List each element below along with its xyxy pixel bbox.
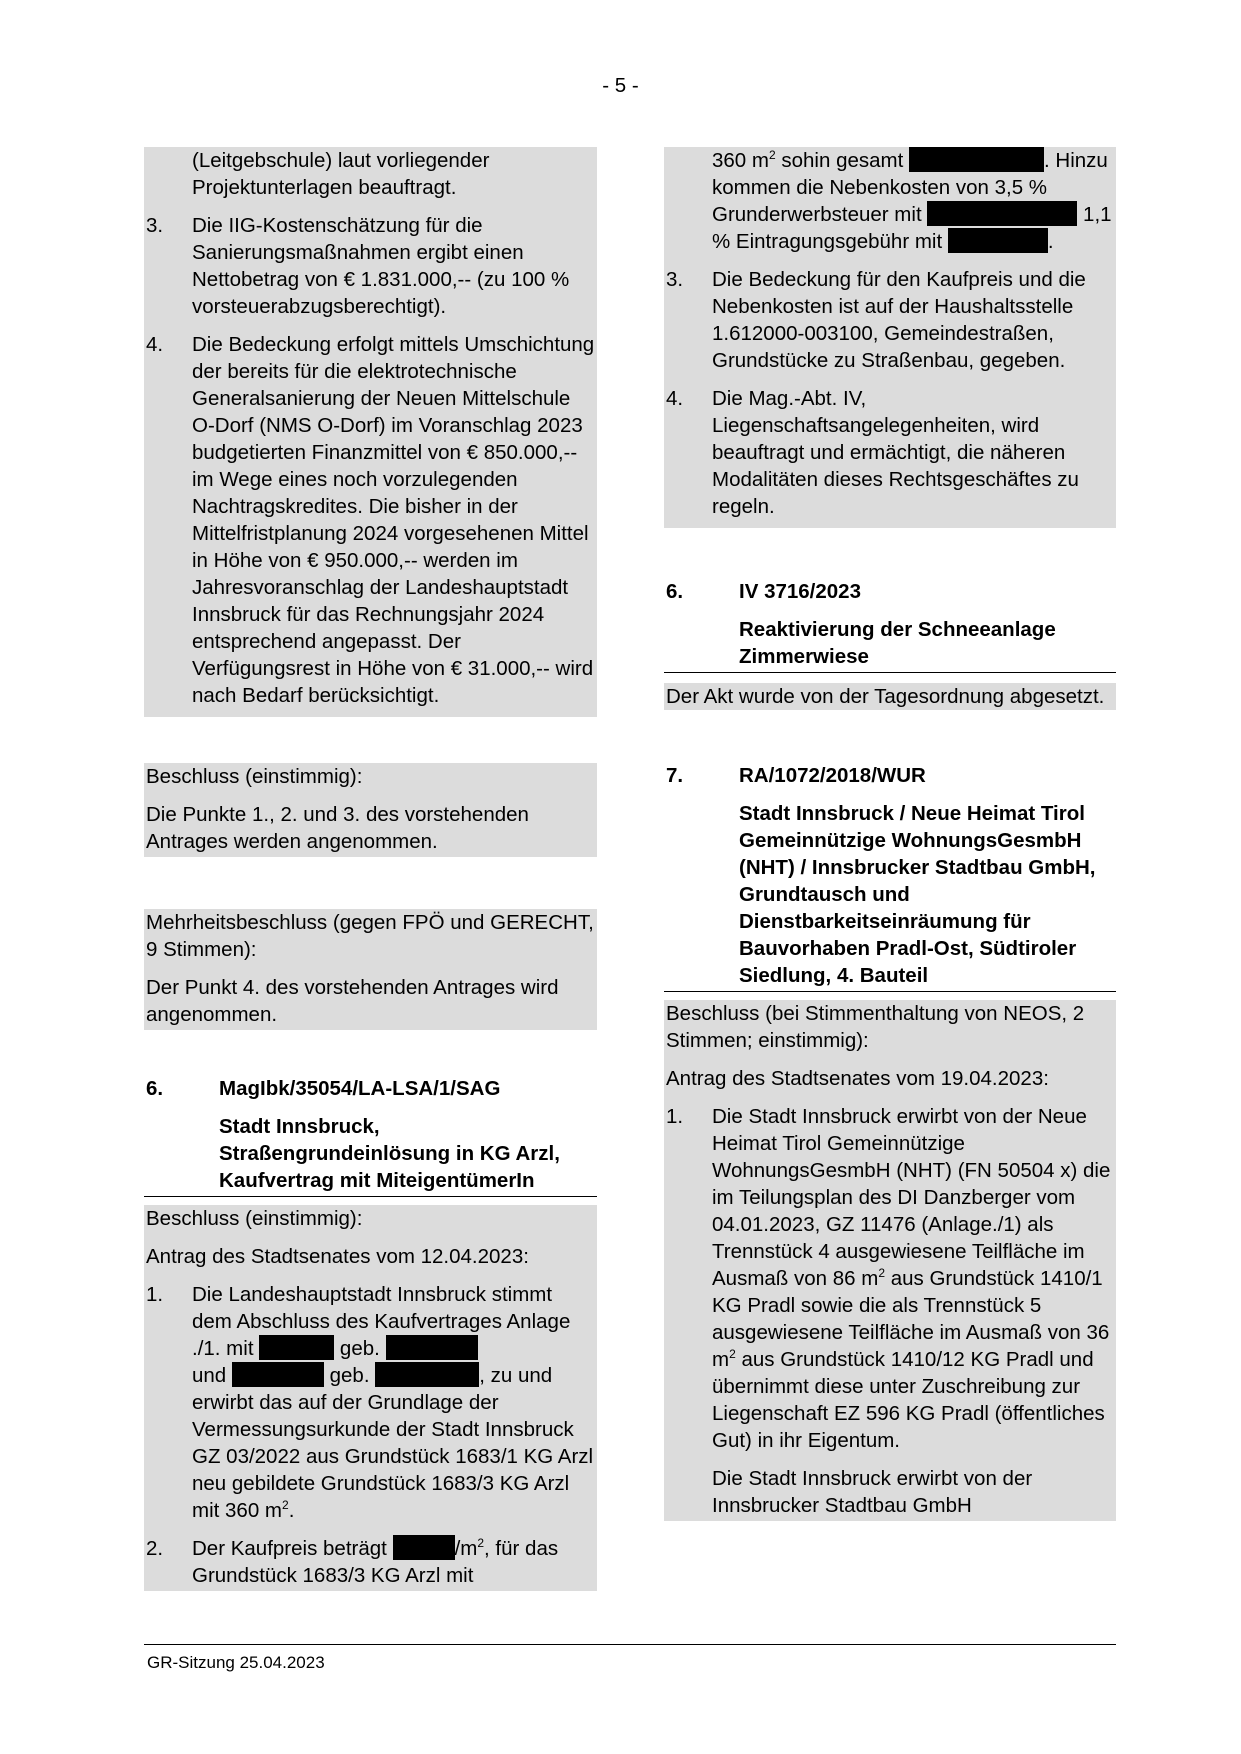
agenda-item-6-right [664,578,1116,710]
continued-text: (Leitgebschule) laut vorliegender Projektunterlagen beauftragt. [192,149,490,199]
redaction-bar [927,201,1077,226]
resolution-block [144,763,597,857]
text-segment: geb. [329,1364,370,1387]
list-item [146,1535,595,1589]
item-text [192,1281,595,1524]
text-segment: Die Stadt Innsbruck erwirbt von der Neue Heimat Tirol Gemeinnützige WohnungsGesmbH (NHT) (FN 50504 x) die im Teilungsplan des DI Danzberger vom 04.01.2023, GZ 11476 (Anlage./1) als Trennstück 4 ausgewiesene Teilfläche im Ausmaß von 86 m [712,1105,1111,1290]
redaction-bar [386,1335,478,1360]
text-segment: 360 m [712,149,769,172]
resolution-label: Beschluss (einstimmig): [146,765,363,788]
agenda-title: Stadt Innsbruck, Straßengrundeinlösung in KG Arzl, Kaufvertrag mit MiteigentümerIn [144,1102,597,1197]
list-item [666,266,1114,374]
list-item [146,147,595,201]
majority-resolution-block [144,909,597,1030]
redaction-bar [259,1335,334,1360]
agenda-heading [664,762,1116,789]
resolution-block [664,1000,1116,1521]
agenda-reference: MagIbk/35054/LA-LSA/1/SAG [219,1077,501,1100]
list-item [666,385,1114,520]
superscript: 2 [282,1498,289,1512]
text-segment: aus Grundstück 1410/1 KG Pradl sowie die als Trennstück 5 ausgewiesene Teilfläche im Ausmaß von 36 m [712,1267,1110,1371]
text-segment: und erwirbt das auf der Grundlage der Vermessungsurkunde der Stadt Innsbruck GZ 03/2022 aus Grundstück 1683/1 KG Arzl neu gebildete Grundstück 1683/3 KG Arzl mit 360 m [192,1364,594,1522]
redaction-bar [375,1362,479,1387]
left-column [144,147,597,1591]
text-segment: . [288,1499,295,1522]
resolution-text: Der Punkt 4. des vorstehenden Antrages wird angenommen. [146,976,559,1026]
redaction-bar [393,1535,455,1560]
list-item [666,1465,1114,1519]
list-item [666,1103,1114,1454]
text-segment: Die Landeshauptstadt Innsbruck stimmt dem Abschluss des Kaufvertrages Anlage ./1. mit [192,1283,571,1360]
agenda-reference: RA/1072/2018/WUR [739,764,926,787]
list-item [146,331,595,709]
motion-date: Antrag des Stadtsenates vom 12.04.2023: [146,1245,529,1268]
footer-divider [144,1644,1116,1645]
list-continuation-block [144,147,597,717]
item-number: 1. [146,1283,164,1306]
superscript: 2 [768,148,776,162]
agenda-number: 6. [146,1077,164,1100]
item-text [192,1535,595,1589]
item-number: 4. [146,333,164,356]
continued-text [712,147,1114,255]
item-number: 2. [146,1537,164,1560]
item-text: Die Bedeckung erfolgt mittels Umschichtung der bereits für die elektrotechnische Generalsanierung der Neuen Mittelschule O-Dorf (NMS O-Dorf) im Voranschlag 2023 budgetierten Finanzmittel von € 850.000,-- im Wege eines noch vorzulegenden Nachtragskredites. Die bisher in der Mittelfristplanung 2024 vorgesehenen Mittel in Höhe von € 950.000,-- werden im Jahresvoranschlag der Landeshauptstadt Innsbruck für das Rechnungsjahr 2024 entsprechend angepasst. Der Verfügungsrest in Höhe von € 31.000,-- wird nach Bedarf berücksichtigt. [192,333,595,707]
agenda-heading [664,578,1116,605]
superscript: 2 [477,1536,485,1550]
text-segment: Der Kaufpreis beträgt [192,1537,387,1560]
removed-notice: Der Akt wurde von der Tagesordnung abgesetzt. [664,683,1116,710]
agenda-title: Reaktivierung der Schneeanlage Zimmerwiese [664,605,1116,673]
item-number: 3. [666,268,684,291]
page-number: - 5 - [602,74,639,97]
agenda-item-6 [144,1075,597,1591]
agenda-number: 7. [666,764,684,787]
text-segment: 1,1 % Eintragungsgebühr mit [712,203,1112,253]
item-number: 4. [666,387,684,410]
item-text [712,1103,1114,1454]
item-text: Die IIG-Kostenschätzung für die Sanierungsmaßnahmen ergibt einen Nettobetrag von € 1.831.000,-- (zu 100 % vorsteuerabzugsberechtigt). [192,214,570,318]
superscript: 2 [878,1266,886,1280]
item-number: 3. [146,214,164,237]
resolution-label: Mehrheitsbeschluss (gegen FPÖ und GERECHT, 9 Stimmen): [146,911,594,961]
agenda-number: 6. [666,580,684,603]
text-segment: aus Grundstück 1410/12 KG Pradl und übernimmt diese unter Zuschreibung zur Liegenschaft EZ 596 KG Pradl (öffentliches Gut) in ihr Eigentum. [712,1348,1105,1452]
text-segment: und [192,1364,227,1387]
list-item [666,147,1114,255]
resolution-block [144,1205,597,1591]
text-segment: /m [454,1537,478,1560]
redaction-bar [909,147,1044,172]
item-text: Die Mag.-Abt. IV, Liegenschaftsangelegenheiten, wird beauftragt und ermächtigt, die näheren Modalitäten dieses Rechtsgeschäftes zu regeln. [712,387,1079,518]
agenda-title: Stadt Innsbruck / Neue Heimat Tirol Gemeinnützige WohnungsGesmbH (NHT) / Innsbrucker Stadtbau GmbH, Grundtausch und Dienstbarkeitseinräumung für Bauvorhaben Pradl-Ost, Südtiroler Siedlung, 4. Bauteil [664,789,1116,992]
footer: GR-Sitzung 25.04.2023 [147,1653,325,1672]
resolution-label: Beschluss (bei Stimmenthaltung von NEOS, 2 Stimmen; einstimmig): [666,1002,1085,1052]
motion-date: Antrag des Stadtsenates vom 19.04.2023: [666,1067,1049,1090]
text-segment: . [1044,149,1050,172]
item-text: Die Stadt Innsbruck erwirbt von der Innsbrucker Stadtbau GmbH [712,1467,1033,1517]
agenda-heading [144,1075,597,1102]
text-segment: geb. [339,1337,380,1360]
superscript: 2 [729,1347,736,1361]
list-item [146,1281,595,1524]
item-text: Die Bedeckung für den Kaufpreis und die Nebenkosten ist auf der Haushaltsstelle 1.612000-003100, Gemeindestraßen, Grundstücke zu Straßenbau, gegeben. [712,268,1086,372]
redaction-bar [948,228,1048,253]
right-column [664,147,1116,1521]
text-segment: . [1047,230,1054,253]
item-number: 1. [666,1105,684,1128]
agenda-reference: IV 3716/2023 [739,580,861,603]
resolution-label: Beschluss (einstimmig): [146,1207,363,1230]
list-item [146,212,595,320]
text-segment: , für das Grundstück 1683/3 KG Arzl mit [192,1537,559,1587]
list-continuation-block [664,147,1116,528]
redaction-bar [232,1362,324,1387]
text-segment: Hinzu kommen die Nebenkosten von 3,5 % Grunderwerbsteuer mit [712,149,1108,226]
resolution-text: Die Punkte 1., 2. und 3. des vorstehenden Antrages werden angenommen. [146,803,529,853]
agenda-item-7 [664,762,1116,1521]
text-segment: , zu [479,1364,513,1387]
text-segment: sohin gesamt [775,149,904,172]
